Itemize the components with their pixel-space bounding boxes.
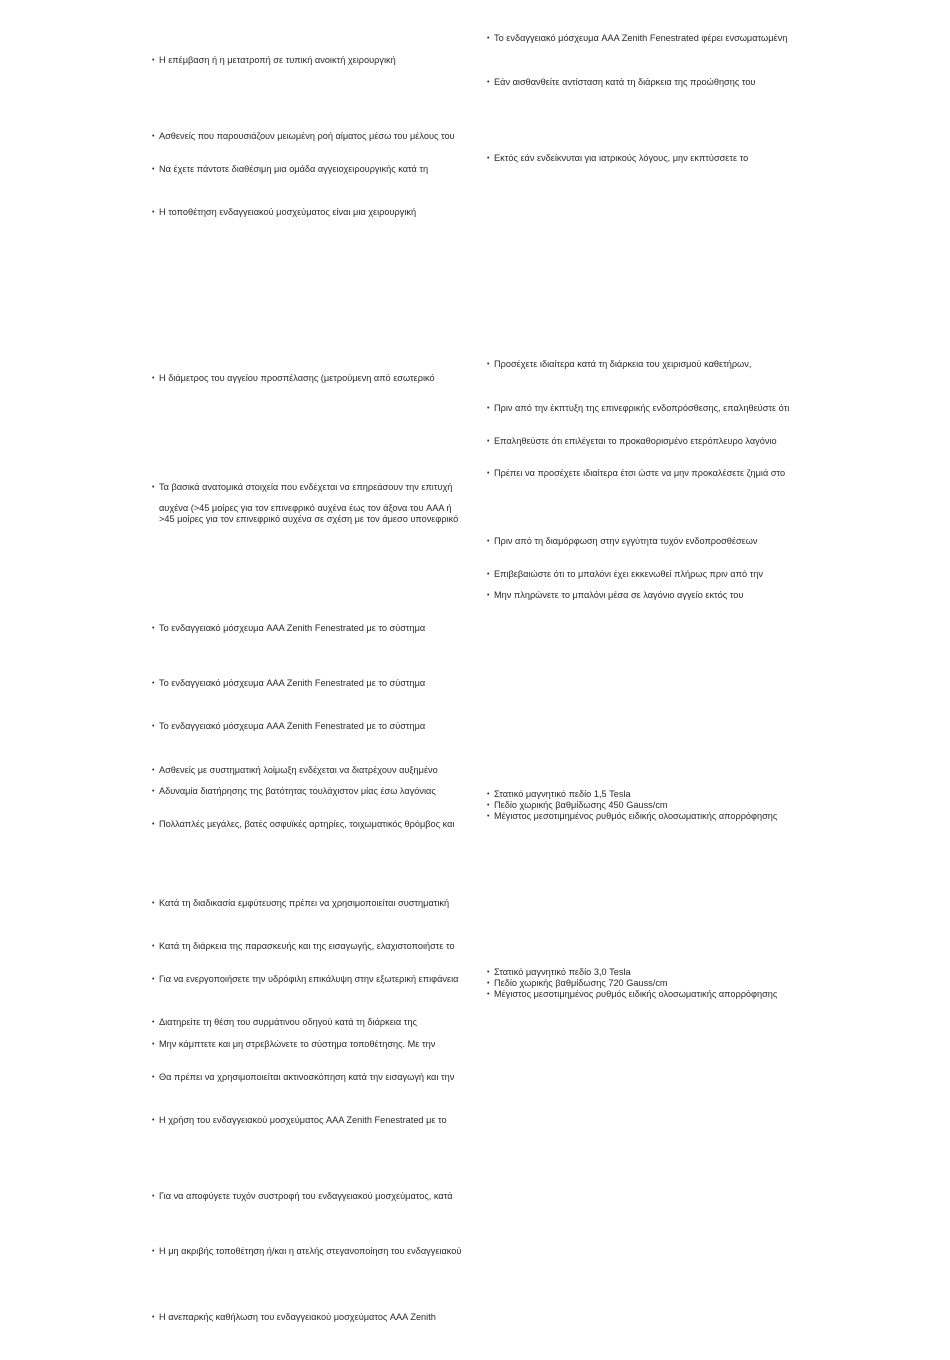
bullet-icon: • [152,484,155,491]
bullet-icon: • [152,1248,155,1255]
left-item-14: • Κατά τη διάρκεια της παρασκευής και της εισαγωγής, ελαχιστοποιήστε το [152,941,455,951]
bullet-icon: • [487,470,490,477]
bullet-icon: • [152,625,155,632]
bullet-icon: • [152,767,155,774]
left-item-1: • Η επέμβαση ή η μετατροπή σε τυπική ανοικτή χειρουργική [152,55,396,65]
bullet-icon: • [487,538,490,545]
bullet-icon: • [152,1074,155,1081]
mri-1-5-row: • Πεδίο χωρικής βαθμίδωσης 450 Gauss/cm [487,800,668,810]
bullet-icon: • [487,791,490,798]
bullet-icon: • [152,209,155,216]
left-item-19: • Η χρήση του ενδαγγειακού μοσχεύματος AAA Zenith Fenestrated με το [152,1115,447,1125]
mri-1-5-row: • Μέγιστος μεσοτιμημένος ρυθμός ειδικής ολοσωματικής απορρόφησης [487,811,778,821]
left-item-5: • Η διάμετρος του αγγείου προσπέλασης (μετρούμενη από εσωτερικό [152,373,435,383]
right-item-1: • Το ενδαγγειακό μόσχευμα AAA Zenith Fenestrated φέρει ενσωματωμένη [487,33,788,43]
right-item-4: • Προσέχετε ιδιαίτερα κατά τη διάρκεια του χειρισμού καθετήρων, [487,359,752,369]
bullet-icon: • [152,680,155,687]
left-item-21: • Η μη ακριβής τοποθέτηση ή/και η ατελής στεγανοποίηση του ενδαγγειακού [152,1246,462,1256]
left-item-3: • Να έχετε πάντοτε διαθέσιμη μια ομάδα αγγειοχειρουργικής κατά τη [152,164,429,174]
bullet-icon: • [487,155,490,162]
left-item-22: • Η ανεπαρκής καθήλωση του ενδαγγειακού μοσχεύματος AAA Zenith [152,1312,436,1322]
bullet-icon: • [152,943,155,950]
bullet-icon: • [487,592,490,599]
left-item-7: • Το ενδαγγειακό μόσχευμα AAA Zenith Fenestrated με το σύστημα [152,623,426,633]
bullet-icon: • [152,723,155,730]
bullet-icon: • [487,35,490,42]
left-item-11: • Αδυναμία διατήρησης της βατότητας τουλάχιστον μίας έσω λαγόνιας [152,786,436,796]
right-item-5: • Πριν από την έκπτυξη της επινεφρικής ενδοπρόσθεσης, επαληθεύστε ότι [487,403,790,413]
bullet-icon: • [152,133,155,140]
bullet-icon: • [152,1019,155,1026]
bullet-icon: • [487,438,490,445]
left-item-12: • Πολλαπλές μεγάλες, βατές οσφυϊκές αρτηρίες, τοιχωματικός θρόμβος και [152,819,455,829]
bullet-icon: • [152,57,155,64]
left-item-17: • Μην κάμπτετε και μη στρεβλώνετε το σύστημα τοποθέτησης. Με την [152,1039,436,1049]
bullet-icon: • [152,1117,155,1124]
left-item-20: • Για να αποφύγετε τυχόν συστροφή του ενδαγγειακού μοσχεύματος, κατά [152,1191,453,1201]
left-item-2: • Ασθενείς που παρουσιάζουν μειωμένη ροή αίματος μέσω του μέλους του [152,131,455,141]
bullet-icon: • [487,79,490,86]
bullet-icon: • [152,788,155,795]
left-item-4: • Η τοποθέτηση ενδαγγειακού μοσχεύματος είναι μια χειρουργική [152,207,417,217]
left-item-9: • Το ενδαγγειακό μόσχευμα AAA Zenith Fenestrated με το σύστημα [152,721,426,731]
left-item-18: • Θα πρέπει να χρησιμοποιείται ακτινοσκόπηση κατά την εισαγωγή και την [152,1072,455,1082]
left-item-6: • Τα βασικά ανατομικά στοιχεία που ενδέχεται να επηρεάσουν την επιτυχή [152,482,453,492]
left-continuation: αυχένα (>45 μοίρες για τον επινεφρικό αυχένα έως τον άξονα του AAA ή >45 μοίρες για τον επινεφρικό αυχένα σε σχέση με τον άμεσο υπονεφρικό [159,503,459,524]
bullet-icon: • [487,571,490,578]
left-item-16: • Διατηρείτε τη θέση του συρμάτινου οδηγού κατά τη διάρκεια της [152,1017,417,1027]
left-item-8: • Το ενδαγγειακό μόσχευμα AAA Zenith Fenestrated με το σύστημα [152,678,426,688]
bullet-icon: • [487,361,490,368]
right-item-3: • Εκτός εάν ενδείκνυται για ιατρικούς λόγους, μην εκπτύσσετε το [487,153,749,163]
bullet-icon: • [487,813,490,820]
bullet-icon: • [152,375,155,382]
mri-1-5-row: • Στατικό μαγνητικό πεδίο 1,5 Tesla [487,789,631,799]
bullet-icon: • [487,991,490,998]
bullet-icon: • [152,1314,155,1321]
left-item-10: • Ασθενείς με συστηματική λοίμωξη ενδέχεται να διατρέχουν αυξημένο [152,765,438,775]
mri-3-0-row: • Μέγιστος μεσοτιμημένος ρυθμός ειδικής ολοσωματικής απορρόφησης [487,989,778,999]
bullet-icon: • [152,166,155,173]
bullet-icon: • [152,821,155,828]
bullet-icon: • [487,980,490,987]
right-item-7: • Πρέπει να προσέχετε ιδιαίτερα έτσι ώστε να μην προκαλέσετε ζημιά στο [487,468,786,478]
bullet-icon: • [487,969,490,976]
mri-1-5-tesla-list [487,789,777,822]
right-item-9: • Επιβεβαιώστε ότι το μπαλόνι έχει εκκενωθεί πλήρως πριν από την [487,569,763,579]
bullet-icon: • [152,1041,155,1048]
bullet-icon: • [152,1193,155,1200]
bullet-icon: • [487,405,490,412]
right-item-8: • Πριν από τη διαμόρφωση στην εγγύτητα τυχόν ενδοπροσθέσεων [487,536,758,546]
left-item-13: • Κατά τη διαδικασία εμφύτευσης πρέπει να χρησιμοποιείται συστηματική [152,898,450,908]
right-item-2: • Εάν αισθανθείτε αντίσταση κατά τη διάρκεια της προώθησης του [487,77,756,87]
mri-3-0-row: • Στατικό μαγνητικό πεδίο 3,0 Tesla [487,967,631,977]
bullet-icon: • [152,976,155,983]
right-item-10: • Μην πληρώνετε το μπαλόνι μέσα σε λαγόνιο αγγείο εκτός του [487,590,744,600]
right-item-6: • Επαληθεύστε ότι επιλέγεται το προκαθορισμένο ετερόπλευρο λαγόνιο [487,436,777,446]
left-item-15: • Για να ενεργοποιήσετε την υδρόφιλη επικάλυψη στην εξωτερική επιφάνεια [152,974,459,984]
mri-3-0-row: • Πεδίο χωρικής βαθμίδωσης 720 Gauss/cm [487,978,668,988]
mri-3-0-tesla-list [487,967,777,1000]
bullet-icon: • [152,900,155,907]
bullet-icon: • [487,802,490,809]
